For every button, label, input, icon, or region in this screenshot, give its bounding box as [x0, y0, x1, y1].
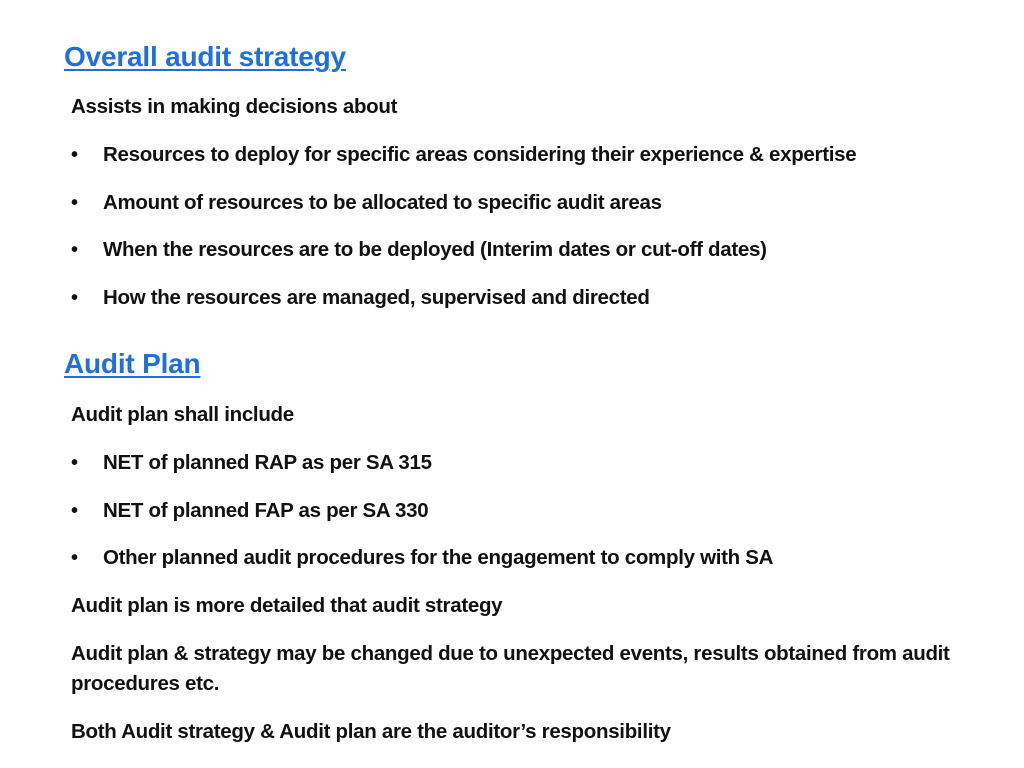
list-item [71, 140, 856, 170]
list-item [71, 235, 767, 265]
bullet-icon: • [71, 144, 78, 166]
list-item [71, 496, 428, 526]
list-item [71, 448, 432, 478]
bullet-icon: • [71, 452, 78, 474]
note-text: Audit plan & strategy may be changed due to unexpected events, results obtained from audit procedures etc. [71, 642, 950, 695]
bullet-icon: • [71, 547, 78, 569]
list-item [71, 188, 662, 218]
section-title-overall-audit-strategy: Overall audit strategy [64, 41, 346, 72]
note-text: Both Audit strategy & Audit plan are the auditor’s responsibility [71, 720, 671, 743]
list-item [71, 283, 650, 313]
bullet-icon: • [71, 500, 78, 522]
list-item-text: NET of planned FAP as per SA 330 [103, 499, 429, 522]
bullet-icon: • [71, 287, 78, 309]
note-text: Audit plan is more detailed that audit strategy [71, 594, 503, 617]
bullet-icon: • [71, 192, 78, 214]
list-item [71, 543, 773, 573]
list-item-text: NET of planned RAP as per SA 315 [103, 451, 432, 474]
list-item-text: When the resources are to be deployed (Interim dates or cut-off dates) [103, 238, 767, 261]
list-item-text: How the resources are managed, supervised and directed [103, 286, 650, 309]
list-item-text: Resources to deploy for specific areas considering their experience & expertise [103, 143, 857, 166]
bullet-icon: • [71, 239, 78, 261]
section1-intro: Assists in making decisions about [71, 95, 398, 118]
section2-intro: Audit plan shall include [71, 403, 294, 426]
section-title-audit-plan: Audit Plan [64, 348, 201, 379]
list-item-text: Amount of resources to be allocated to specific audit areas [103, 191, 662, 214]
list-item-text: Other planned audit procedures for the engagement to comply with SA [103, 546, 774, 569]
